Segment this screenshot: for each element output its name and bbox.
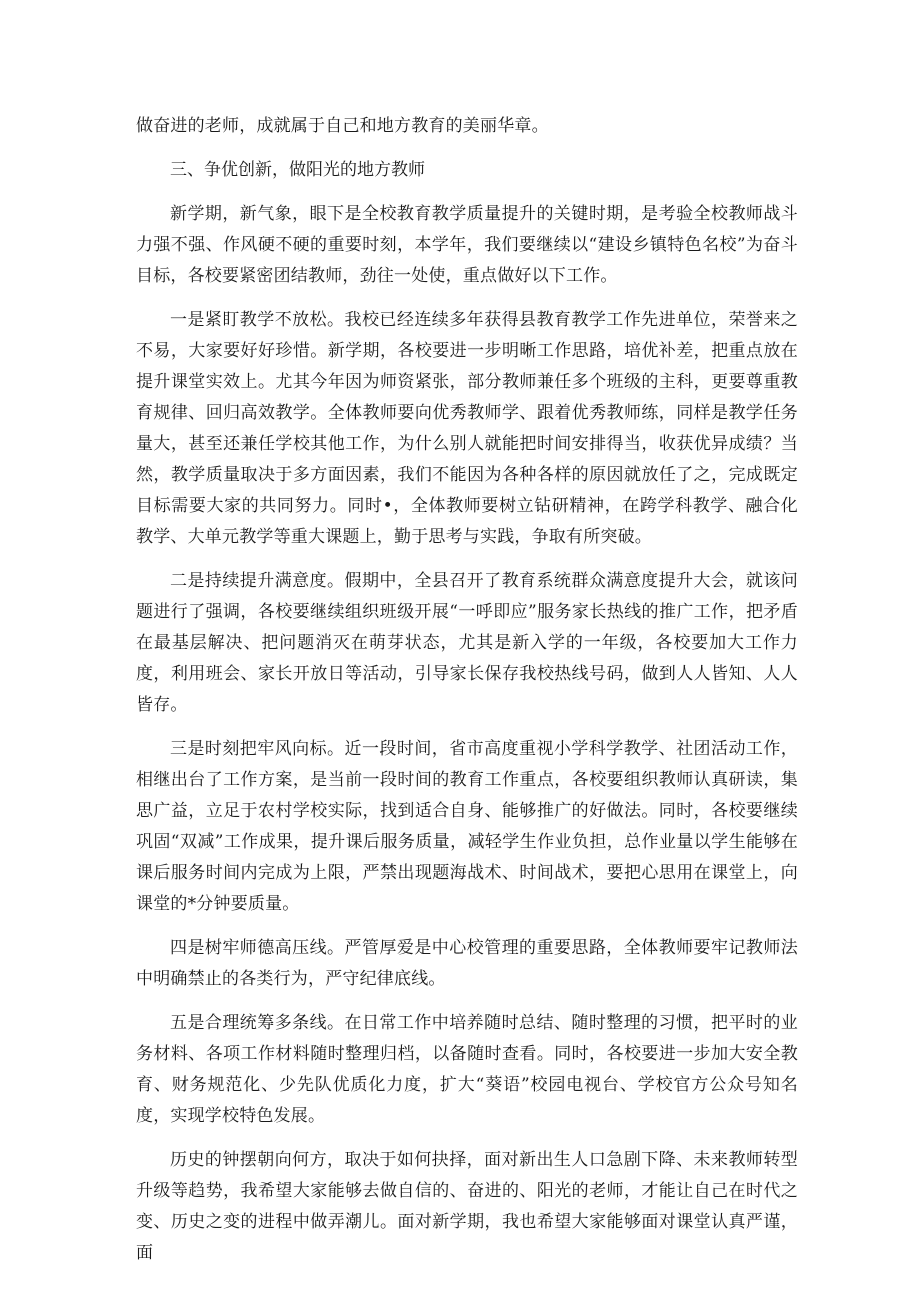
paragraph-point-1: 一是紧盯教学不放松。我校已经连续多年获得县教育教学工作先进单位，荣誉来之不易，大家要好好珍惜。新学期，各校要进一步明晰工作思路，培优补差，把重点放在提升课堂实效上。尤其今年因为师资紧张，部分教师兼任多个班级的主科，更要尊重教育规律、回归高效教学。全体教师要向优秀教师学、跟着优秀教师练，同样是教学任务量大，甚至还兼任学校其他工作，为什么别人就能把时间安排得当，收获优异成绩？当然，教学质量取决于多方面因素，我们不能因为各种各样的原因就放任了之，完成既定目标需要大家的共同努力。同时•，全体教师要树立钻研精神，在跨学科教学、融合化教学、大单元教学等重大课题上，勤于思考与实践，争取有所突破。 — [136, 310, 798, 547]
paragraph-point-2: 二是持续提升满意度。假期中，全县召开了教育系统群众满意度提升大会，就该问题进行了强调，各校要继续组织班级开展“一呼即应”服务家长热线的推广工作，把矛盾在最基层解决、把问题消灭在萌芽状态，尤其是新入学的一年级，各校要加大工作力度，利用班会、家长开放日等活动，引导家长保存我校热线号码，做到人人皆知、人人皆存。 — [136, 571, 798, 715]
paragraph-point-3: 三是时刻把牢风向标。近一段时间，省市高度重视小学科学教学、社团活动工作，相继出台了工作方案，是当前一段时间的教育工作重点，各校要组织教师认真研读，集思广益，立足于农村学校实际，找到适合自身、能够推广的好做法。同时，各校要继续巩固“双减”工作成果，提升课后服务质量，减轻学生作业负担，总作业量以学生能够在课后服务时间内完成为上限，严禁出现题海战术、时间战术，要把心思用在课堂上，向课堂的*分钟要质量。 — [136, 739, 798, 914]
paragraph-point-4: 四是树牢师德高压线。严管厚爱是中心校管理的重要思路，全体教师要牢记教师法中明确禁止的各类行为，严守纪律底线。 — [136, 938, 798, 989]
document-body — [136, 111, 798, 1282]
paragraph-intro: 新学期，新气象，眼下是全校教育教学质量提升的关键时期，是考验全校教师战斗力强不强、作风硬不硬的重要时刻，本学年，我们要继续以“建设乡镇特色名校”为奋斗目标，各校要紧密团结教师，劲往一处使，重点做好以下工作。 — [136, 204, 798, 286]
paragraph-point-5: 五是合理统筹多条线。在日常工作中培养随时总结、随时整理的习惯，把平时的业务材料、各项工作材料随时整理归档，以备随时查看。同时，各校要进一步加大安全教育、财务规范化、少先队优质化力度，扩大“葵语”校园电视台、学校官方公众号知名度，实现学校特色发展。 — [136, 1013, 798, 1126]
paragraph-continuation: 做奋进的老师，成就属于自己和地方教育的美丽华章。 — [136, 116, 549, 136]
paragraph-conclusion: 历史的钟摆朝向何方，取决于如何抉择，面对新出生人口急剧下降、未来教师转型升级等趋势，我希望大家能够去做自信的、奋进的、阳光的老师，才能让自己在时代之变、历史之变的进程中做弄潮儿。面对新学期，我也希望大家能够面对课堂认真严谨，面 — [136, 1150, 798, 1263]
section-heading: 三、争优创新，做阳光的地方教师 — [170, 160, 425, 180]
